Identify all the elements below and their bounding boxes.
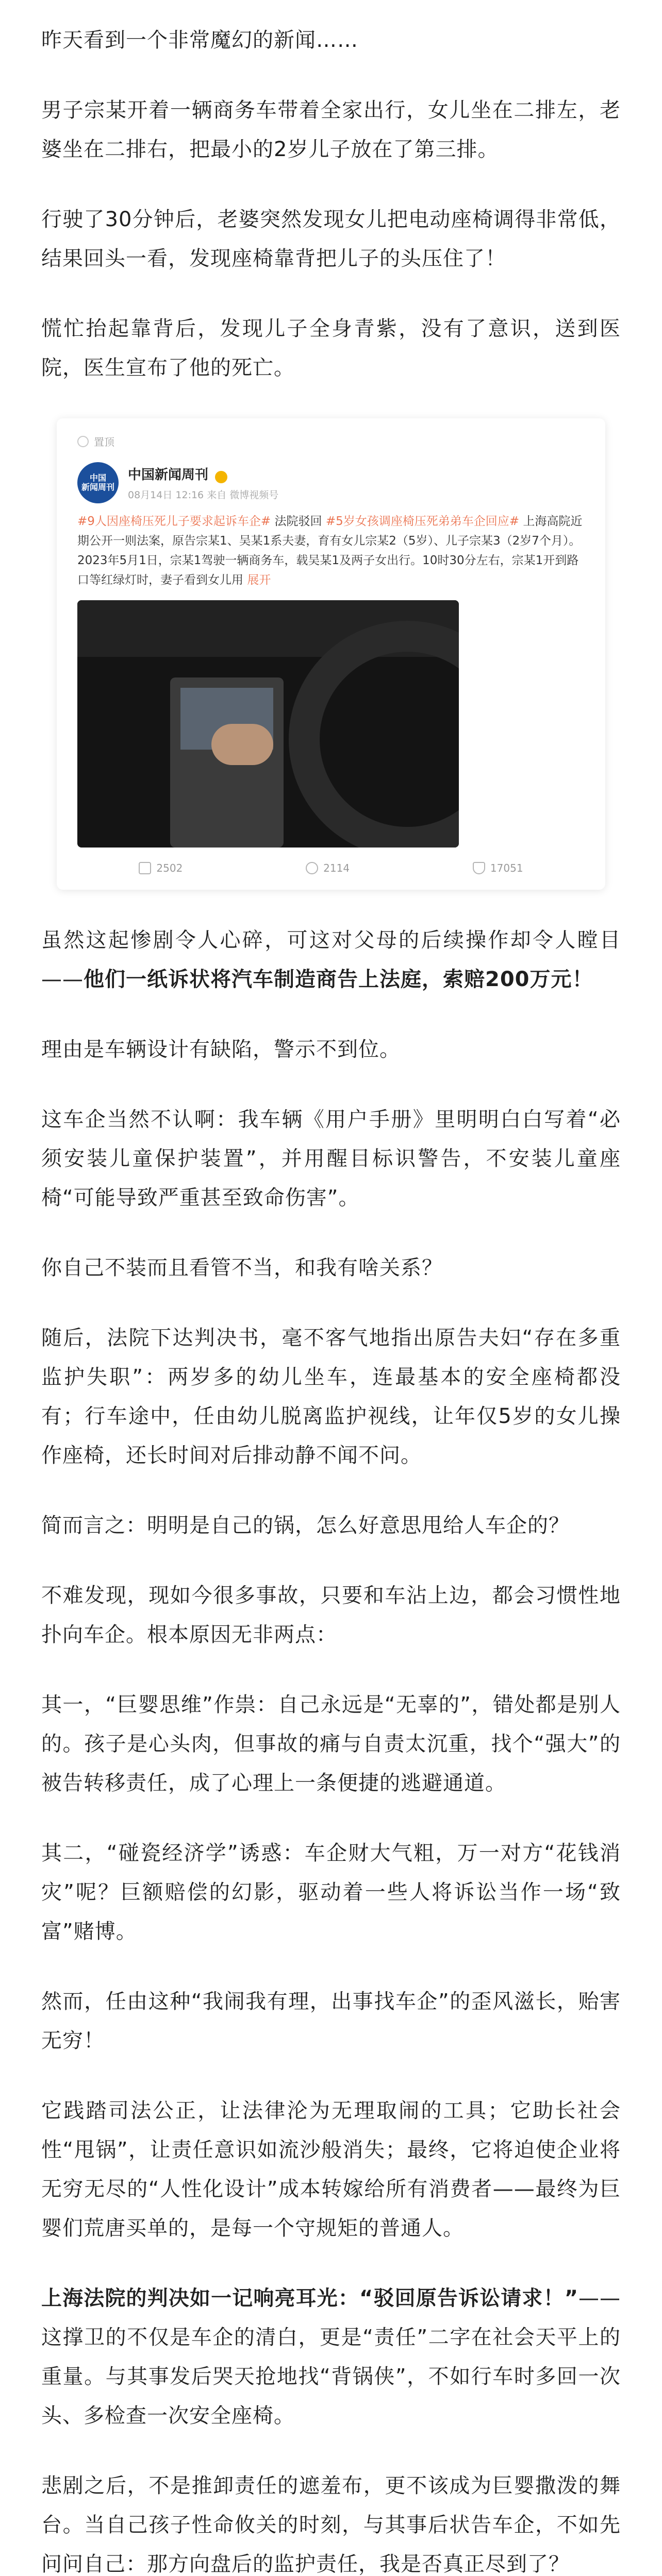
paragraph-12-text: 其一，“巨婴思维”作祟：自己永远是“无辜的”，错处都是别人的。孩子是心头肉，但事故的痛与自责太沉重，找个“强大”的被告转移责任，成了心理上一条便捷的逃避通道。 [41, 1693, 621, 1795]
comment-button[interactable] [306, 862, 350, 874]
card-top-bar [77, 434, 585, 449]
expand-link[interactable]: 展开 [247, 573, 271, 587]
paragraph-3: 行驶了30分钟后，老婆突然发现女儿把电动座椅调得非常低，结果回头一看，发现座椅靠背把儿子的头压住了！ [41, 208, 621, 270]
card-action-bar [77, 862, 585, 874]
video-thumbnail[interactable] [77, 600, 459, 848]
paragraph-17 [41, 2466, 621, 2576]
paragraph-4: 慌忙抬起靠背后，发现儿子全身青紫，没有了意识，送到医院，医生宣布了他的死亡。 [41, 317, 621, 380]
paragraph-12 [41, 1685, 621, 1803]
post-body: 上海高院近期公开一则法案，原告宗某1、吴某1系夫妻，育有女儿宗某2（5岁）、儿子宗某3（2岁7个月）。2023年5月1日，宗某1驾驶一辆商务车，载吴某1及两子女出行。10时30分左右，宗某1开到路口等红绿灯时，妻子看到女儿用 [77, 515, 583, 587]
paragraph-15 [41, 2091, 621, 2248]
avatar[interactable] [77, 462, 119, 503]
verified-badge-icon [215, 471, 227, 483]
card-header [77, 462, 585, 503]
paragraph-11-text: 不难发现，现如今很多事故，只要和车沾上边，都会习惯性地扑向车企。根本原因无非两点： [41, 1584, 621, 1647]
paragraph-5-bold: 他们一纸诉状将汽车制造商告上法庭，索赔200万元！ [84, 968, 593, 991]
paragraph-15-text: 它践踏司法公正，让法律沦为无理取闹的工具；它助长社会性“甩锅”，让责任意识如流沙般消失；最终，它将迫使企业将无穷无尽的“人性化设计”成本转嫁给所有消费者——最终为巨婴们荒唐买单的，是每一个守规矩的普通人。 [41, 2099, 621, 2240]
paragraph-9-text: 随后，法院下达判决书，毫不客气地指出原告夫妇“存在多重监护失职”：两岁多的幼儿坐车，连最基本的安全座椅都没有；行车途中，任由幼儿脱离监护视线，让年仅5岁的女儿操作座椅，还长时间对后排动静不闻不问。 [41, 1326, 621, 1467]
paragraph-14-text: 然而，任由这种“我闹我有理，出事找车企”的歪风滋长，贻害无穷！ [41, 1990, 621, 2053]
paragraph-8 [41, 1248, 621, 1287]
video-hand-shape [211, 724, 273, 765]
comment-icon [306, 862, 318, 874]
paragraph-5 [41, 921, 621, 999]
paragraph-11 [41, 1576, 621, 1654]
paragraph-17-text: 悲剧之后，不是推卸责任的遮羞布，更不该成为巨婴撒泼的舞台。当自己孩子性命攸关的时刻，与其事后状告车企，不如先问问自己：那方向盘后的监护责任，我是否真正尽到了？ [41, 2474, 621, 2576]
topic-link-2[interactable]: #5岁女孩调座椅压死弟弟车企回应# [325, 515, 519, 528]
like-button[interactable] [473, 862, 523, 874]
like-icon [473, 862, 485, 874]
paragraph-13-text: 其二，“碰瓷经济学”诱惑：车企财大气粗，万一对方“花钱消灾”呢？巨额赔偿的幻影，驱动着一些人将诉讼当作一场“致富”赌博。 [41, 1841, 621, 1943]
paragraph-2: 男子宗某开着一辆商务车带着全家出行，女儿坐在二排左，老婆坐在二排右，把最小的2岁儿子放在了第三排。 [41, 98, 621, 161]
weibo-post-screenshot [41, 418, 621, 890]
paragraph-5-text: 虽然这起惨剧令人心碎，可这对父母的后续操作却令人瞠目—— [41, 928, 621, 991]
share-button[interactable] [139, 862, 183, 874]
paragraph-16-bold: 上海法院的判决如一记响亮耳光：“驳回原告诉讼请求！” [41, 2286, 578, 2310]
avatar-text: 中国 新闻周刊 [81, 473, 114, 492]
share-count: 2502 [156, 862, 183, 874]
comment-count: 2114 [323, 862, 350, 874]
post-text [77, 512, 585, 590]
pin-icon [77, 436, 89, 447]
topic-link-1[interactable]: #9人因座椅压死儿子要求起诉车企# [77, 515, 271, 528]
paragraph-10 [41, 1506, 621, 1545]
account-info [128, 464, 278, 501]
paragraph-10-text: 简而言之：明明是自己的锅，怎么好意思甩给人车企的？ [41, 1514, 570, 1537]
post-topic-2: 法院驳回 [274, 515, 322, 528]
account-name[interactable]: 中国新闻周刊 [128, 467, 209, 483]
paragraph-16-tail: ——这撑卫的不仅是车企的清白，更是“责任”二字在社会天平上的重量。与其事发后哭天抢地找“背锅侠”，不如行车时多回一次头、多检查一次安全座椅。 [41, 2286, 621, 2428]
paragraph-16 [41, 2279, 621, 2435]
paragraph-6-text: 理由是车辆设计有缺陷，警示不到位。 [41, 1038, 401, 1061]
paragraph-1: 昨天看到一个非常魔幻的新闻…… [41, 28, 358, 52]
paragraph-7-text: 这车企当然不认啊：我车辆《用户手册》里明明白白写着“必须安装儿童保护装置”，并用醒目标识警告，不安装儿童座椅“可能导致严重甚至致命伤害”。 [41, 1108, 621, 1210]
paragraph-13 [41, 1834, 621, 1951]
paragraph-7 [41, 1100, 621, 1217]
pin-label: 置顶 [94, 436, 114, 448]
share-icon [139, 862, 151, 874]
like-count: 17051 [490, 862, 523, 874]
paragraph-8-text: 你自己不装而且看管不当，和我有啥关系？ [41, 1256, 443, 1280]
paragraph-6 [41, 1030, 621, 1069]
weibo-post-card [57, 418, 605, 890]
post-meta: 08月14日 12:16 来自 微博视频号 [128, 489, 279, 501]
paragraph-14 [41, 1982, 621, 2060]
paragraph-9 [41, 1318, 621, 1475]
